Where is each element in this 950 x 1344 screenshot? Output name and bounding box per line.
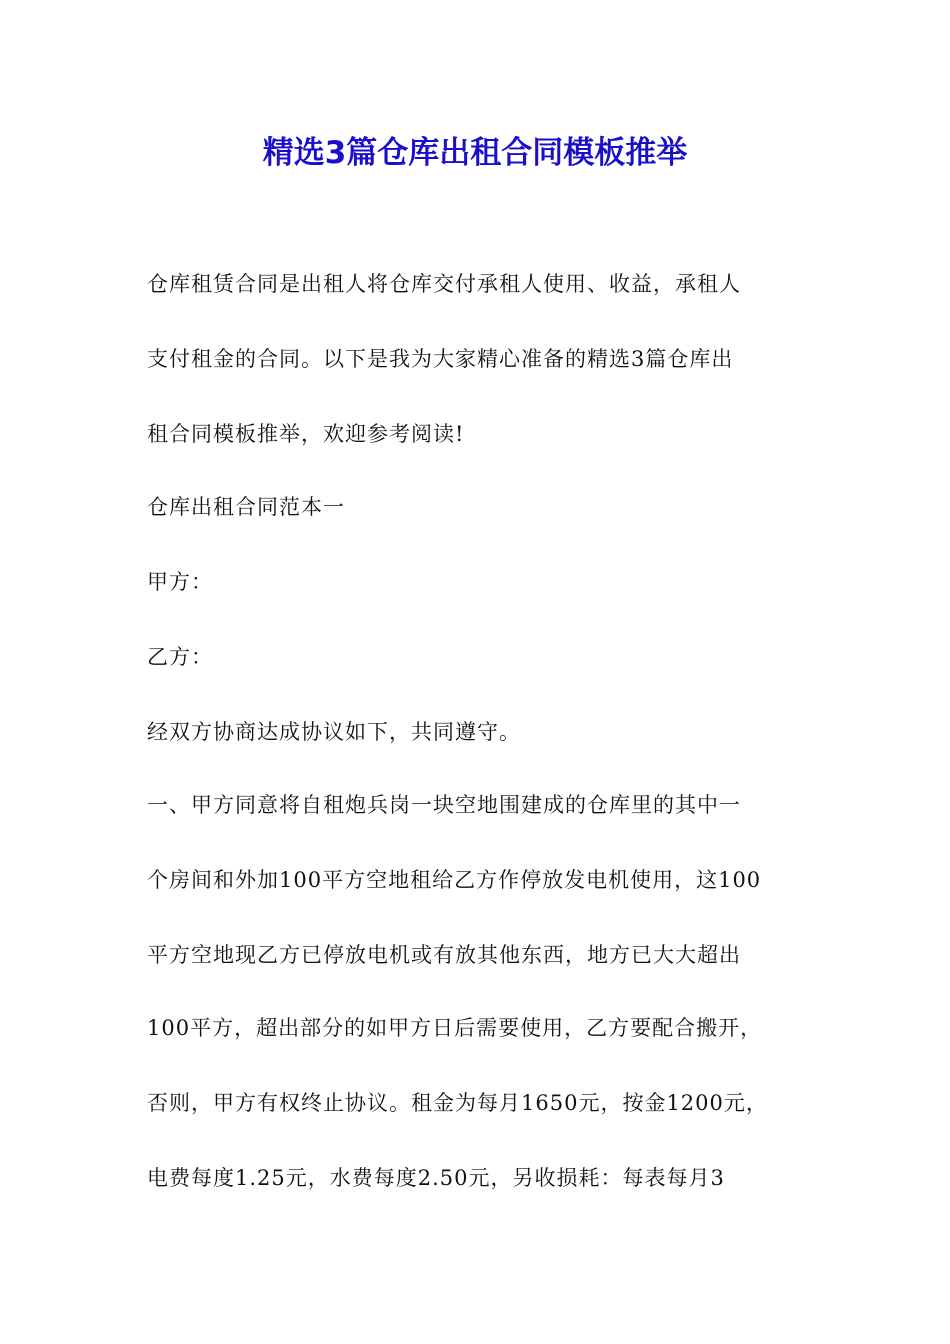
clause-line: 一、甲方同意将自租炮兵岗一块空地围建成的仓库里的其中一	[147, 793, 741, 817]
section-heading: 仓库出租合同范本一	[147, 495, 345, 519]
paragraph-line: 经双方协商达成协议如下，共同遵守。	[147, 720, 521, 744]
clause-line: 平方空地现乙方已停放电机或有放其他东西，地方已大大超出	[147, 943, 741, 967]
party-a-label: 甲方：	[147, 570, 213, 594]
document-title: 精选3篇仓库出租合同模板推举	[262, 135, 688, 171]
clause-line: 个房间和外加100平方空地租给乙方作停放发电机使用，这100	[147, 868, 762, 892]
clause-line: 电费每度1.25元，水费每度2.50元，另收损耗：每表每月3	[147, 1166, 725, 1190]
clause-line: 否则，甲方有权终止协议。租金为每月1650元，按金1200元，	[147, 1091, 768, 1115]
party-b-label: 乙方：	[147, 645, 213, 669]
paragraph-line: 仓库租赁合同是出租人将仓库交付承租人使用、收益，承租人	[147, 272, 741, 296]
clause-line: 100平方，超出部分的如甲方日后需要使用，乙方要配合搬开，	[147, 1016, 763, 1040]
paragraph-line: 租合同模板推举，欢迎参考阅读!	[147, 422, 465, 446]
paragraph-line: 支付租金的合同。以下是我为大家精心准备的精选3篇仓库出	[147, 347, 734, 371]
